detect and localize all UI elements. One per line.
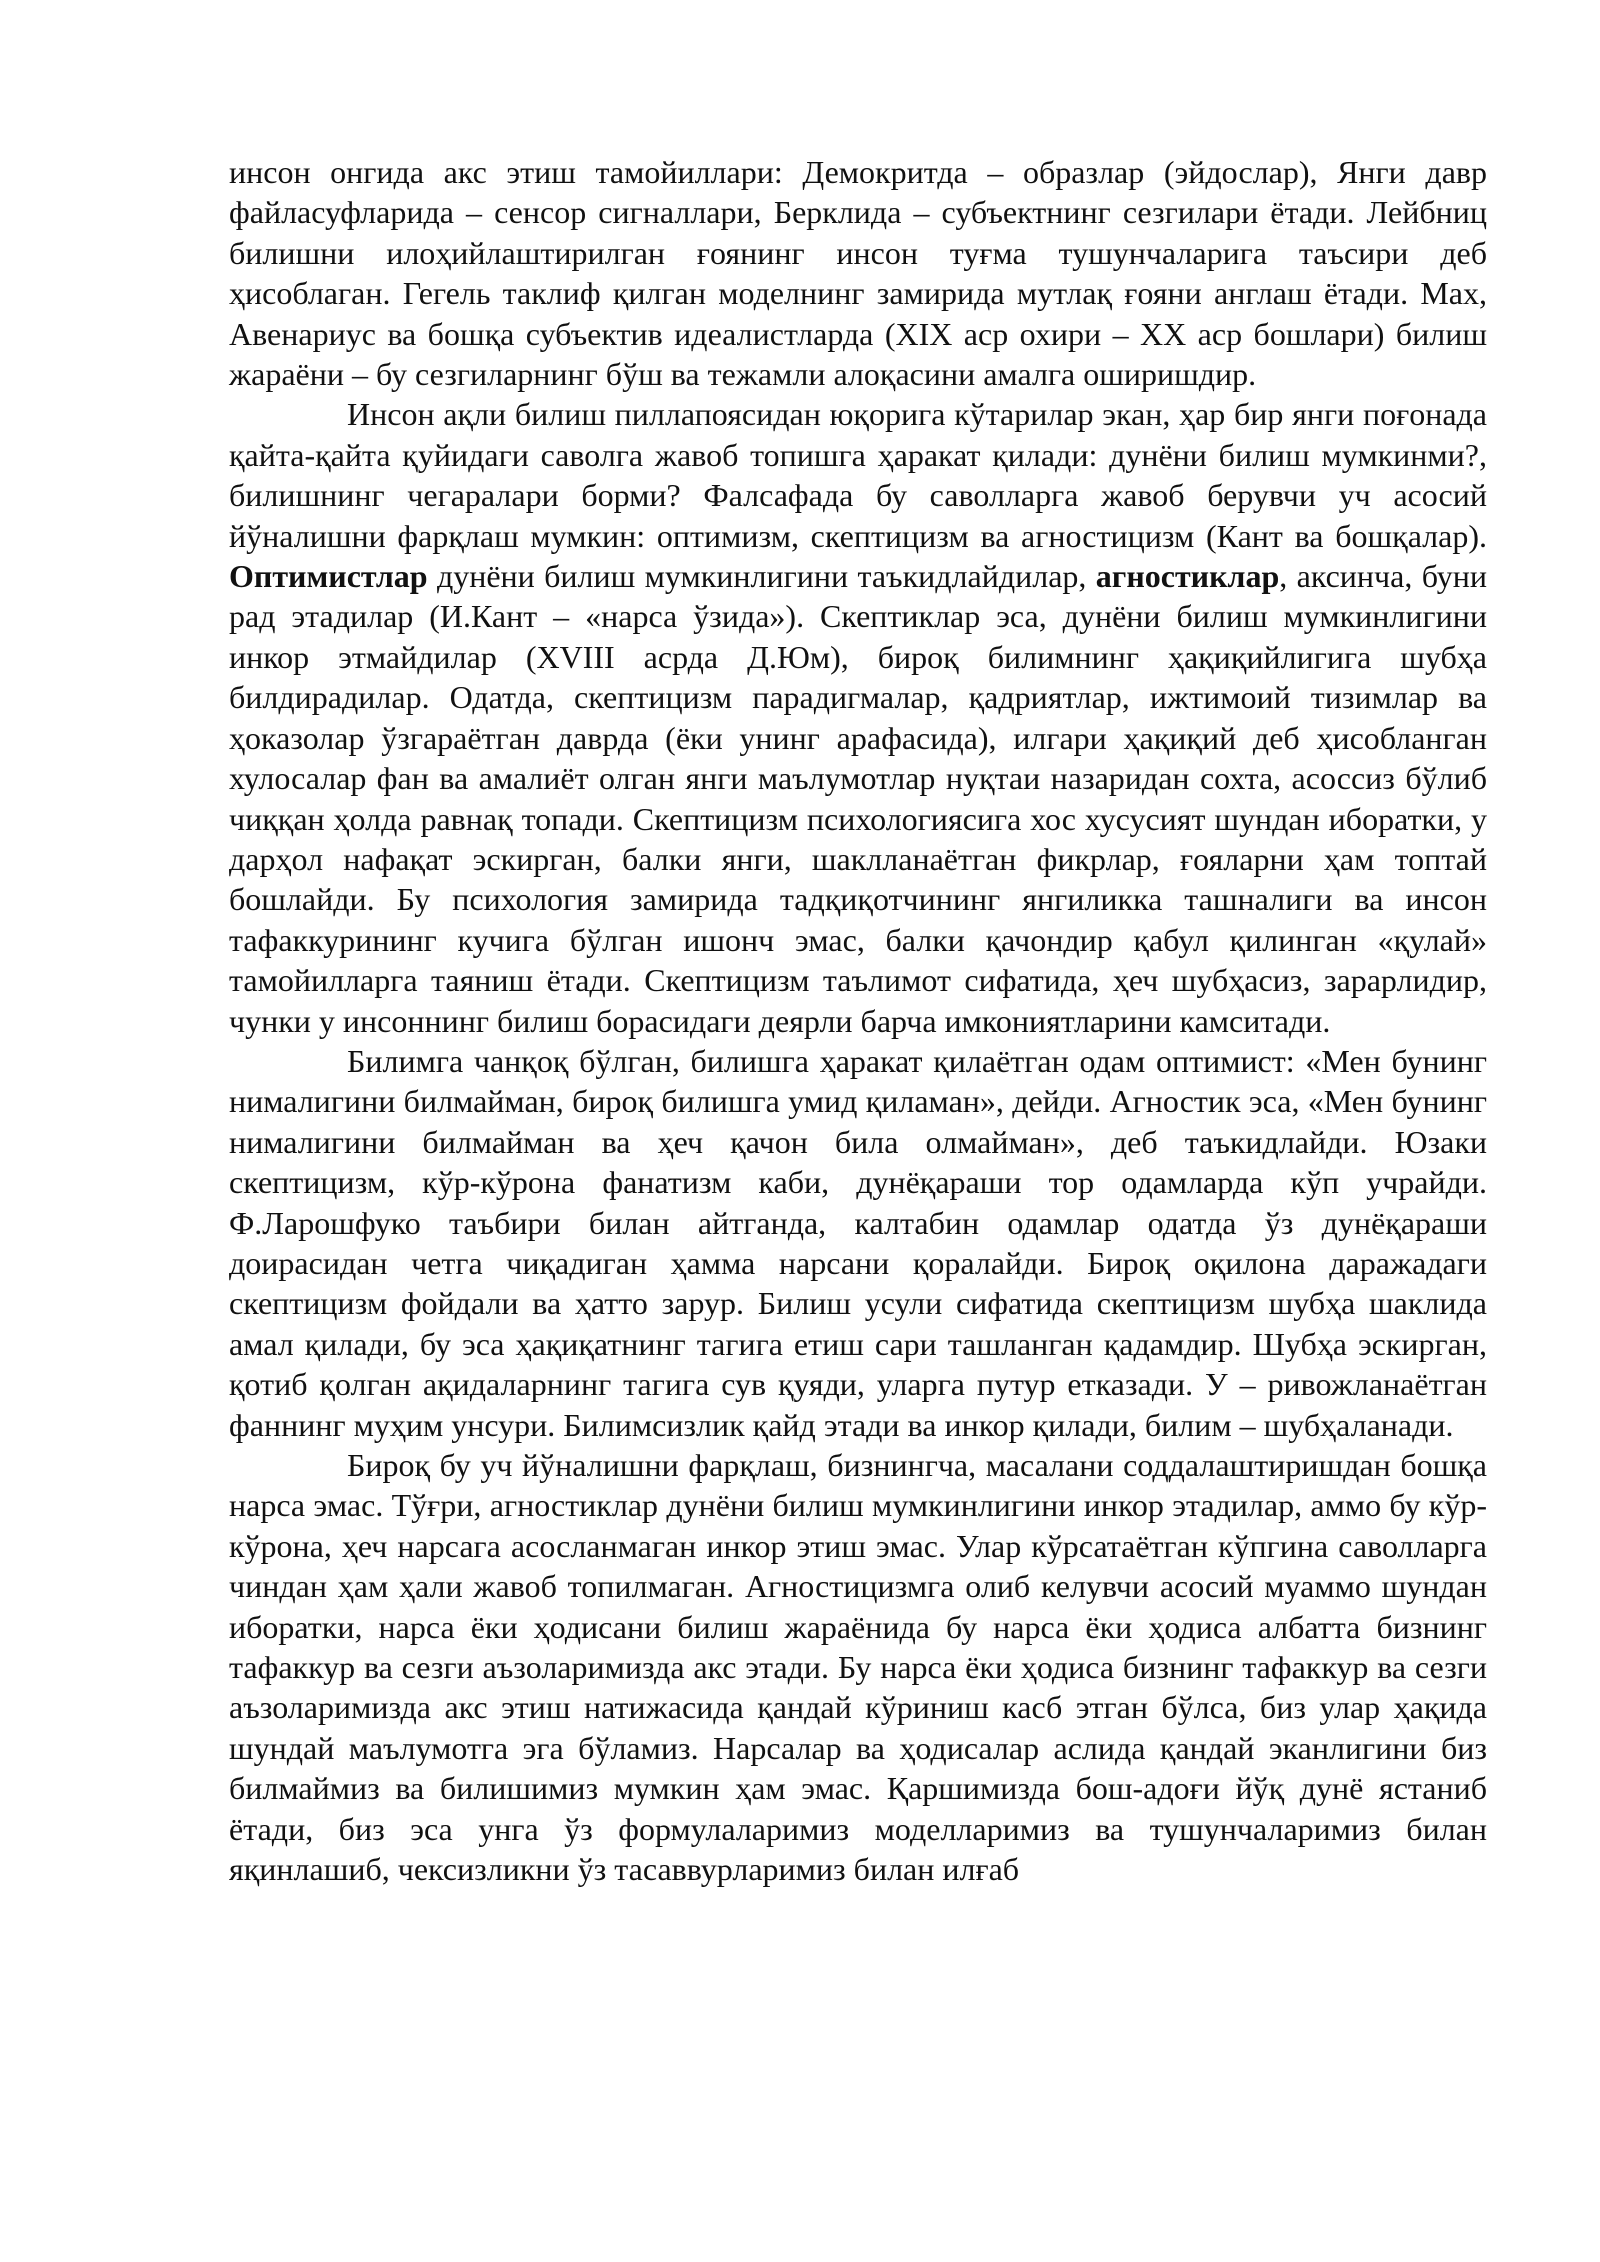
paragraph-1: инсон онгида акс этиш тамойиллари: Демокритда – образлар (эйдослар), Янги давр файласуфларида – сенсор сигналлари, Берклида – субъектнинг сезгилари ётади. Лейбниц билишни илоҳийлаштирилган ғоянинг инсон туғма тушунчаларига таъсири деб ҳисоблаган. Гегель таклиф қилган моделнинг замирида мутлақ ғояни англаш ётади. Мах, Авенариус ва бошқа субъектив идеалистларда (XIX аср охири – XX аср бошлари) билиш жараёни – бу сезгиларнинг бўш ва тежамли алоқасини амалга оширишдир. (229, 154, 1487, 393)
paragraph-2-text: дунёни билиш мумкинлигини таъкидлайдилар, (427, 558, 1096, 595)
paragraph-2 (229, 394, 1487, 1041)
paragraph-2-text: Инсон ақли билиш пиллапоясидан юқорига кўтарилар экан, ҳар бир янги поғонада қайта-қайта қуйидаги саволга жавоб топишга ҳаракат қилади: дунёни билиш мумкинми?, билишнинг чегаралари борми? Фалсафада бу саволларга жавоб берувчи уч асосий йўналишни фарқлаш мумкин: оптимизм, скептицизм ва агностицизм (Кант ва бошқалар). (229, 396, 1487, 554)
term-optimists: Оптимистлар (229, 558, 428, 595)
paragraph-3: Билимга чанқоқ бўлган, билишга ҳаракат қилаётган одам оптимист: «Мен бунинг нималигини билмайман, бироқ билишга умид қиламан», дейди. Агностик эса, «Мен бунинг нималигини билмайман ва ҳеч қачон била олмайман», деб таъкидлайди. Юзаки скептицизм, кўр-кўрона фанатизм каби, дунёқараши тор одамларда кўп учрайди. Ф.Ларошфуко таъбири билан айтганда, калтабин одамлар одатда ўз дунёқараши доирасидан четга чиқадиган ҳамма нарсани қоралайди. Бироқ оқилона даражадаги скептицизм фойдали ва ҳатто зарур. Билиш усули сифатида скептицизм шубҳа шаклида амал қилади, бу эса ҳақиқатнинг тагига етиш сари ташланган қадамдир. Шубҳа эскирган, қотиб қолган ақидаларнинг тагига сув қуяди, уларга путур етказади. У – ривожланаётган фаннинг муҳим унсури. Билимсизлик қайд этади ва инкор қилади, билим – шубҳаланади. (229, 1042, 1487, 1443)
paragraph-4: Бироқ бу уч йўналишни фарқлаш, бизнингча, масалани соддалаштиришдан бошқа нарса эмас. Тўғри, агностиклар дунёни билиш мумкинлигини инкор этадилар, аммо бу кўр-кўрона, ҳеч нарсага асосланмаган инкор этиш эмас. Улар кўрсатаётган кўпгина саволларга чиндан ҳам ҳали жавоб топилмаган. Агностицизмга олиб келувчи асосий муаммо шундан иборатки, нарса ёки ҳодисани билиш жараёнида бу нарса ёки ҳодиса албатта бизнинг тафаккур ва сезги аъзоларимизда акс этади. Бу нарса ёки ҳодиса бизнинг тафаккур ва сезги аъзоларимизда акс этиш натижасида қандай кўриниш касб этган бўлса, биз улар ҳақида шундай маълумотга эга бўламиз. Нарсалар ва ҳодисалар аслида қандай эканлигини биз билмаймиз ва билишимиз мумкин ҳам эмас. Қаршимизда бош-адоғи йўқ дунё ястаниб ётади, биз эса унга ўз формулаларимиз моделларимиз ва тушунчаларимиз билан яқинлашиб, чексизликни ўз тасаввурларимиз билан илғаб (229, 1447, 1487, 1888)
paragraph-2-text: , аксинча, буни рад этадилар (И.Кант – «нарса ўзида»). Скептиклар эса, дунёни билиш мумкинлигини инкор этмайдилар (XVIII асрда Д.Юм), бироқ билимнинг ҳақиқийлигига шубҳа билдирадилар. Одатда, скептицизм парадигмалар, қадриятлар, ижтимоий тизимлар ва ҳоказолар ўзгараётган даврда (ёки унинг арафасида), илгари ҳақиқий деб ҳисобланган хулосалар фан ва амалиёт олган янги маълумотлар нуқтаи назаридан сохта, асоссиз бўлиб чиққан ҳолда равнақ топади. Скептицизм психологиясига хос хусусият шундан иборатки, у дарҳол нафақат эскирган, балки янги, шаклланаётган фикрлар, ғояларни ҳам топтай бошлайди. Бу психология замирида тадқиқотчининг янгиликка ташналиги ва инсон тафаккурининг кучига бўлган ишонч эмас, балки қачондир қабул қилинган «қулай» тамойилларга таяниш ётади. Скептицизм таълимот сифатида, ҳеч шубҳасиз, зарарлидир, чунки у инсоннинг билиш борасидаги деярли барча имкониятларини камситади. (229, 558, 1488, 1039)
body-text (229, 152, 1487, 1889)
term-agnostics: агностиклар (1095, 558, 1280, 595)
